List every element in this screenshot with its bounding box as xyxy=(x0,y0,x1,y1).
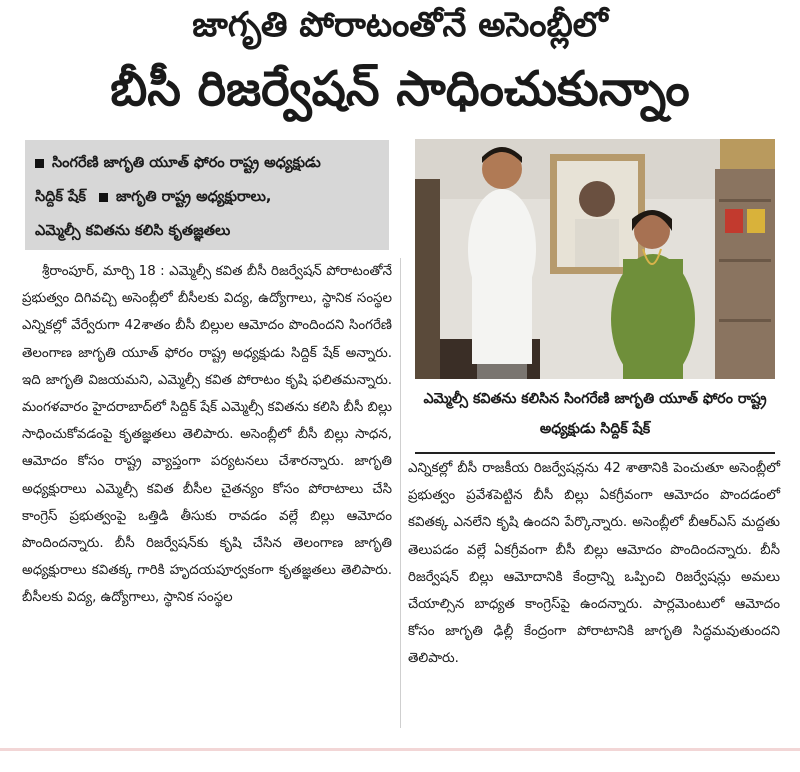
article-right-column xyxy=(408,455,780,673)
photo-caption: ఎమ్మెల్సీ కవితను కలిసిన సింగరేణి జాగృతి యూత్ ఫోరం రాష్ట్ర అధ్యక్షుడు సిద్దిక్ షేక్ xyxy=(423,391,767,437)
news-photo xyxy=(415,139,775,379)
article-paragraph: శ్రీరాంపూర్, మార్చి 18 : ఎమ్మెల్సీ కవిత బీసీ రిజర్వేషన్ పోరాటంతోనే ప్రభుత్వం దిగివచ్చి అసెంబ్లీలో బీసీలకు విద్య, ఉద్యోగాలు, స్థానిక సంస్థల ఎన్నికల్లో వేర్వేరుగా 42శాతం బీసీ బిల్లుల ఆమోదం పొందిందని సింగరేణి తెలంగాణ జాగృతి యూత్ ఫోరం రాష్ట్ర అధ్యక్షుడు సిద్దిక్ షేక్ అన్నారు. ఇది జాగృతి విజయమని, ఎమ్మెల్సీ కవిత పోరాటం కృషి ఫలితమన్నారు. మంగళవారం హైదరాబాద్‌లో సిద్దిక్ షేక్ ఎమ్మెల్సీ కవితను కలిసి బీసీ బిల్లు సాధించుకోవడంపై కృతజ్ఞతలు తెలిపారు. అసెంబ్లీలో బీసీ బిల్లు సాధన, ఆమోదం కోసం రాష్ట్ర వ్యాప్తంగా పర్యటనలు చేశారన్నారు. జాగృతి అధ్యక్షురాలు ఎమ్మెల్సీ కవిత బీసీల చైతన్యం కోసం పోరాటాలు చేసి కాంగ్రెస్ ప్రభుత్వంపై ఒత్తిడి తీసుకు రావడం వల్లే బిల్లు ఆమోదం పొందిందన్నారు. బీసీ రిజర్వేషన్‌కు కృషి చేసిన తెలంగాణ జాగృతి అధ్యక్షురాలు కవితక్క గారికి హృదయపూర్వకంగా కృతజ్ఞతలు తెలిపారు. బీసీలకు విద్య, ఉద్యోగాలు, స్థానిక సంస్థల xyxy=(22,264,392,606)
bottom-rule xyxy=(0,748,800,751)
highlight-line-2 xyxy=(35,180,379,214)
headline-line-2: బీసీ రిజర్వేషన్ సాధించుకున్నాం xyxy=(110,61,690,117)
column-divider xyxy=(400,258,401,728)
highlight-box xyxy=(25,140,389,250)
photo-illustration xyxy=(415,139,775,379)
caption-rule xyxy=(415,452,775,454)
highlight-text-2a: సిద్దిక్ షేక్ xyxy=(35,189,86,205)
bullet-icon xyxy=(99,193,108,202)
highlight-line-1 xyxy=(35,146,379,180)
article-paragraph: ఎన్నికల్లో బీసీ రాజకీయ రిజర్వేషన్లను 42 శాతానికి పెంచుతూ అసెంబ్లీలో ప్రభుత్వం ప్రవేశపెట్టిన బీసీ బిల్లు ఏకగ్రీవంగా ఆమోదం పొందడంలో కవితక్క ఎనలేని కృషి ఉందని పేర్కొన్నారు. అసెంబ్లీలో బీఆర్ఎస్ మద్దతు తెలుపడం వల్లే ఏకగ్రీవంగా బీసీ బిల్లు ఆమోదం పొందిందన్నారు. బీసీ రిజర్వేషన్ బిల్లు ఆమోదానికి కేంద్రాన్ని ఒప్పించి రిజర్వేషన్లు అమలు చేయాల్సిన బాధ్యత కాంగ్రెస్‌పై ఉందన్నారు. పార్లమెంటులో ఆమోదం కోసం జాగృతి ఢిల్లీ కేంద్రంగా పోరాటానికి జాగృతి సిద్ధమవుతుందని తెలిపారు. xyxy=(408,461,780,667)
headline-line-1: జాగృతి పోరాటంతోనే అసెంబ్లీలో xyxy=(192,5,608,45)
bullet-icon xyxy=(35,159,44,168)
article-left-column xyxy=(22,258,392,612)
highlight-line-3: ఎమ్మెల్సీ కవితను కలిసి కృతజ్ఞతలు xyxy=(35,223,231,239)
highlight-text-2b: జాగృతి రాష్ట్ర అధ్యక్షురాలు, xyxy=(116,189,272,205)
highlight-text-1: సింగరేణి జాగృతి యూత్ ఫోరం రాష్ట్ర అధ్యక్షుడు xyxy=(52,155,321,171)
